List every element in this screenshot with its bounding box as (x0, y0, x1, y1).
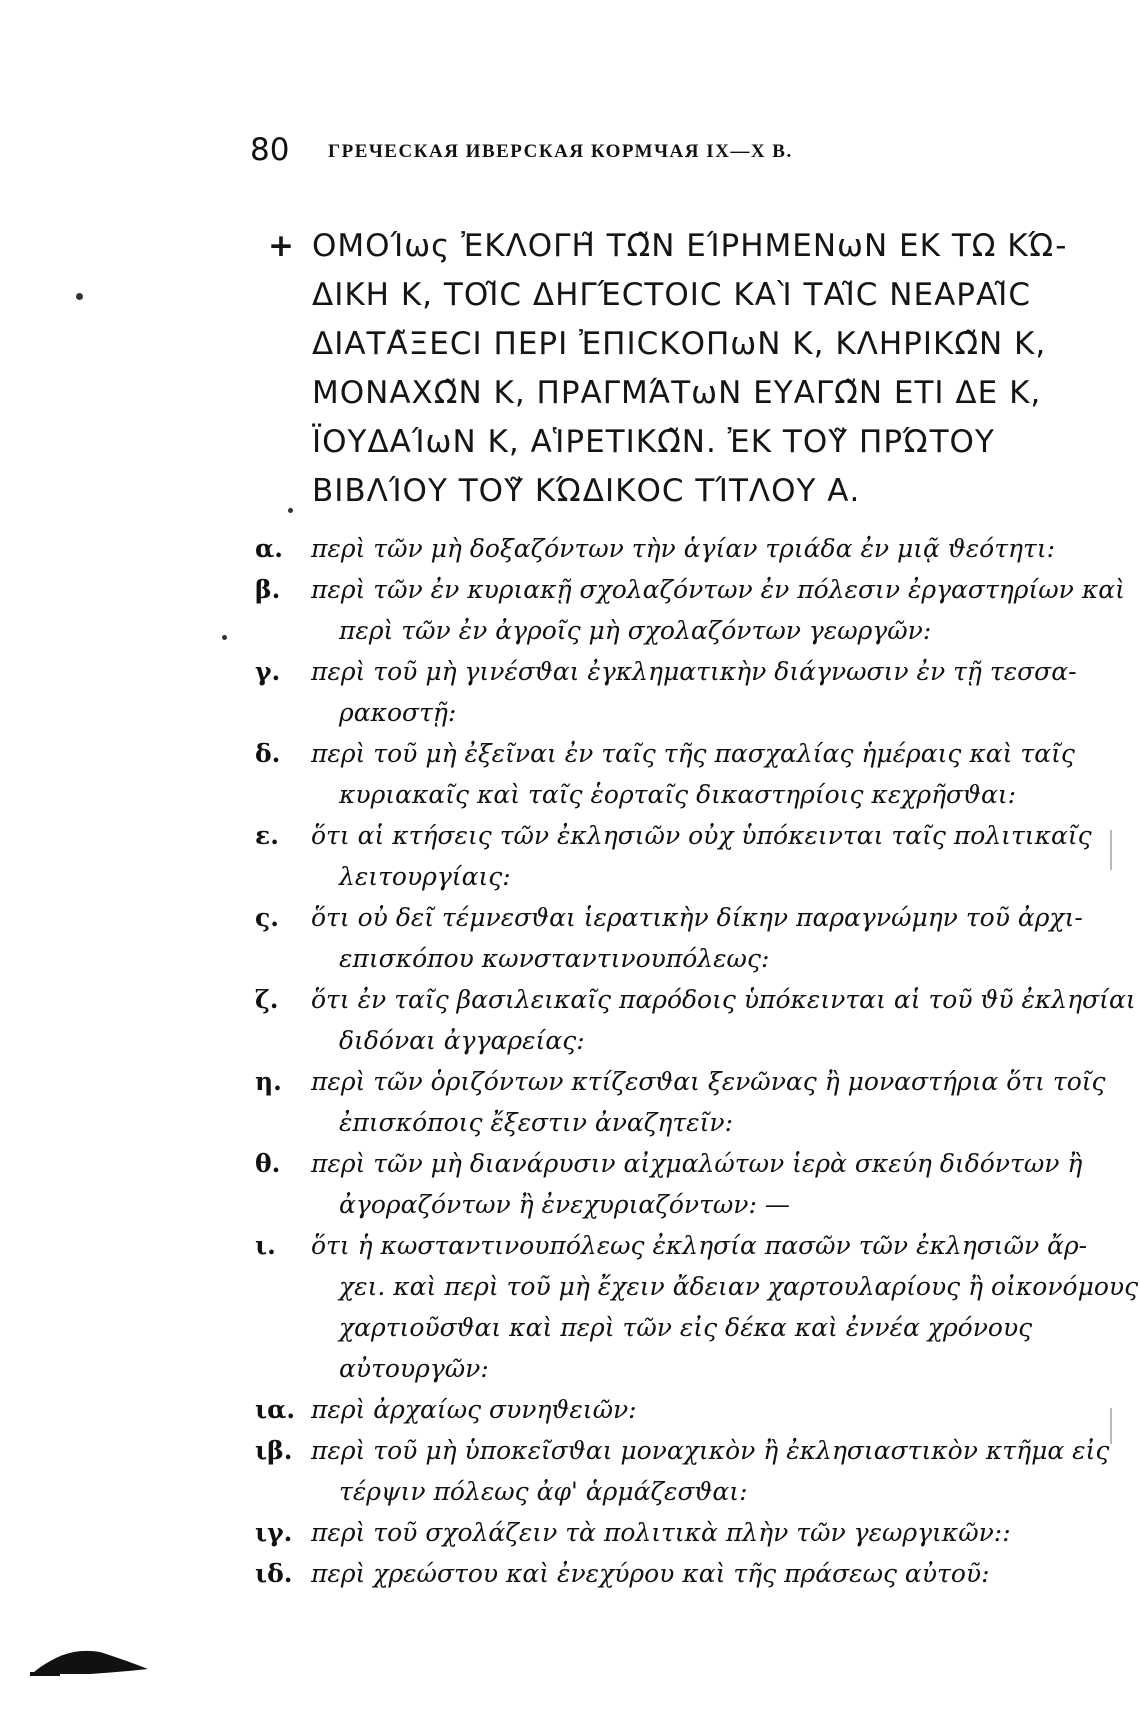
entry-text: ὅτι ἡ κωσταντινουπόλεως ἐκλησία πασῶν τῶν ἐκλησιῶν ἄρ- (311, 1231, 1088, 1260)
entry-number: θ. (255, 1149, 281, 1178)
page-header (250, 132, 970, 172)
scan-speck (76, 293, 83, 300)
entry-number: ζ. (255, 985, 279, 1014)
entry-text: περὶ χρεώστου καὶ ἐνεχύρου καὶ τῆς πράσεως αὐτοῦ: (311, 1559, 990, 1588)
ink-blot-icon (30, 1648, 150, 1676)
entry-number: δ. (255, 739, 281, 768)
title-line: ΜΟΝΑΧΩ͂Ν Κ, ΠΡΑΓΜΆΤωΝ ΕΥΑΓΩ͂Ν ΕΤΙ ΔΕ Κ, (312, 375, 1042, 411)
list-item (255, 979, 1136, 1061)
cross-icon: + (268, 228, 295, 264)
entry-text: επισκόπου κωνσταντινουπόλεως: (339, 944, 770, 973)
margin-mark (1110, 1408, 1112, 1444)
list-item (255, 1512, 1075, 1553)
title-line: ΔΙΚΗ Κ, ΤΟΙ͂C ΔΗΓΈCΤΟΙC ΚΑῚ ΤΑΙ͂C ΝΕΑΡΑΙ͂C (312, 277, 1031, 313)
title-line: ΪΟΥΔΑΊωΝ Κ, ΑἹΡΕΤΙΚΩ͂Ν. ἘΚ ΤΟΥ͂ ΠΡΏΤΟΥ (312, 424, 995, 460)
list-item (255, 1061, 1106, 1143)
list-item (255, 1430, 1110, 1512)
list-item (255, 1225, 1139, 1389)
entry-text: περὶ τοῦ μὴ ὑποκεῖσϑαι μοναχικὸν ἢ ἐκλησιαστικὸν κτῆμα εἰς (311, 1436, 1110, 1465)
entry-text: αὐτουργῶν: (339, 1354, 489, 1383)
entry-number: α. (255, 534, 283, 563)
page-number: 80 (250, 132, 290, 168)
entry-text: περὶ τῶν ἐν ἀγροῖς μὴ σχολαζόντων γεωργῶν: (339, 616, 932, 645)
entry-number: β. (255, 575, 281, 604)
entry-number: γ. (255, 657, 281, 686)
entry-text: ἀγοραζόντων ἢ ἐνεχυριαζόντων: — (339, 1190, 790, 1219)
entry-number: ς. (255, 903, 279, 932)
list-item (255, 897, 1083, 979)
entry-text: περὶ τῶν μὴ δοξαζόντων τὴν ἁγίαν τριάδα ἐν μιᾷ ϑεότητι: (311, 534, 1056, 563)
list-item (255, 1143, 1083, 1225)
margin-mark (1110, 830, 1112, 870)
entry-text: περὶ τῶν μὴ διανάρυσιν αἰχμαλώτων ἱερὰ σκεύη διδόντων ἢ (311, 1149, 1083, 1178)
entry-text: περὶ τοῦ μὴ ἐξεῖναι ἐν ταῖς τῆς πασχαλίας ἡμέραις καὶ ταῖς (311, 739, 1075, 768)
entry-text: διδόναι ἀγγαρείας: (339, 1026, 585, 1055)
entry-number: ιβ. (255, 1436, 293, 1465)
entry-text: περὶ τοῦ μὴ γινέσϑαι ἐγκληματικὴν διάγνωσιν ἐν τῇ τεσσα- (311, 657, 1077, 686)
entry-text: ὅτι ἐν ταῖς βασιλεικαῖς παρόδοις ὑπόκεινται αἱ τοῦ ϑῦ ἐκλησίαι (311, 985, 1136, 1014)
entry-text: περὶ τῶν ὁριζόντων κτίζεσϑαι ξενῶνας ἢ μοναστήρια ὅτι τοῖς (311, 1067, 1106, 1096)
entry-text: χει. καὶ περὶ τοῦ μὴ ἔχειν ἄδειαν χαρτουλαρίους ἢ οἰκονόμους (339, 1272, 1139, 1301)
scan-speck (222, 635, 227, 640)
entry-number: ι. (255, 1231, 276, 1260)
list-item (255, 528, 1075, 569)
entry-text: ἐπισκόποις ἔξεστιν ἀναζητεῖν: (339, 1108, 733, 1137)
entry-text: ὅτι αἱ κτήσεις τῶν ἐκλησιῶν οὐχ ὑπόκεινται ταῖς πολιτικαῖς (311, 821, 1092, 850)
table-of-contents (255, 528, 1139, 1594)
title-line: + ΟΜΟΊως ἘΚΛΟΓΗ͂ ΤΩ͂Ν ΕΊΡΗΜΕΝωΝ ΕΚ ΤΩ ΚΏ- (268, 222, 1068, 271)
entry-number: ιδ. (255, 1559, 293, 1588)
chapter-title (268, 222, 1068, 516)
entry-number: ια. (255, 1395, 296, 1424)
list-item (255, 569, 1125, 651)
entry-number: η. (255, 1067, 282, 1096)
running-title: ГРЕЧЕСКАЯ ИВЕРСКАЯ КОРМЧАЯ IX—X В. (328, 141, 793, 162)
list-item (255, 1553, 1075, 1594)
list-item (255, 1389, 1075, 1430)
entry-text: τέρψιν πόλεως ἀφ' ἁρμάζεσϑαι: (339, 1477, 748, 1506)
list-item (255, 733, 1075, 815)
scan-speck (288, 508, 293, 513)
entry-number: ιγ. (255, 1518, 293, 1547)
list-item (255, 651, 1075, 733)
title-line: ΒΙΒΛΊΟΥ ΤΟΥ͂ ΚΏΔΙΚΟC ΤΊΤΛΟΥ Α. (312, 473, 861, 509)
entry-text: κυριακαῖς καὶ ταῖς ἑορταῖς δικαστηρίοις κεχρῆσϑαι: (339, 780, 1017, 809)
entry-text: χαρτιοῦσϑαι καὶ περὶ τῶν εἰς δέκα καὶ ἐννέα χρόνους (339, 1313, 1033, 1342)
entry-text: περὶ ἀρχαίως συνηϑειῶν: (311, 1395, 637, 1424)
entry-text: ρακοστῇ: (339, 698, 457, 727)
list-item (255, 815, 1092, 897)
entry-text: περὶ τοῦ σχολάζειν τὰ πολιτικὰ πλὴν τῶν γεωργικῶν:: (311, 1518, 1011, 1547)
entry-text: ὅτι οὐ δεῖ τέμνεσϑαι ἱερατικὴν δίκην παραγνώμην τοῦ ἀρχι- (311, 903, 1083, 932)
title-line: ΔΙΑΤΑ͂ΞΕCΙ ΠΕΡΙ ἘΠΙCΚΟΠωΝ Κ, ΚΛΗΡΙΚΩ͂Ν Κ, (312, 326, 1047, 362)
entry-number: ε. (255, 821, 279, 850)
entry-text: λειτουργίαις: (339, 862, 511, 891)
entry-text: περὶ τῶν ἐν κυριακῇ σχολαζόντων ἐν πόλεσιν ἐργαστηρίων καὶ (311, 575, 1125, 604)
